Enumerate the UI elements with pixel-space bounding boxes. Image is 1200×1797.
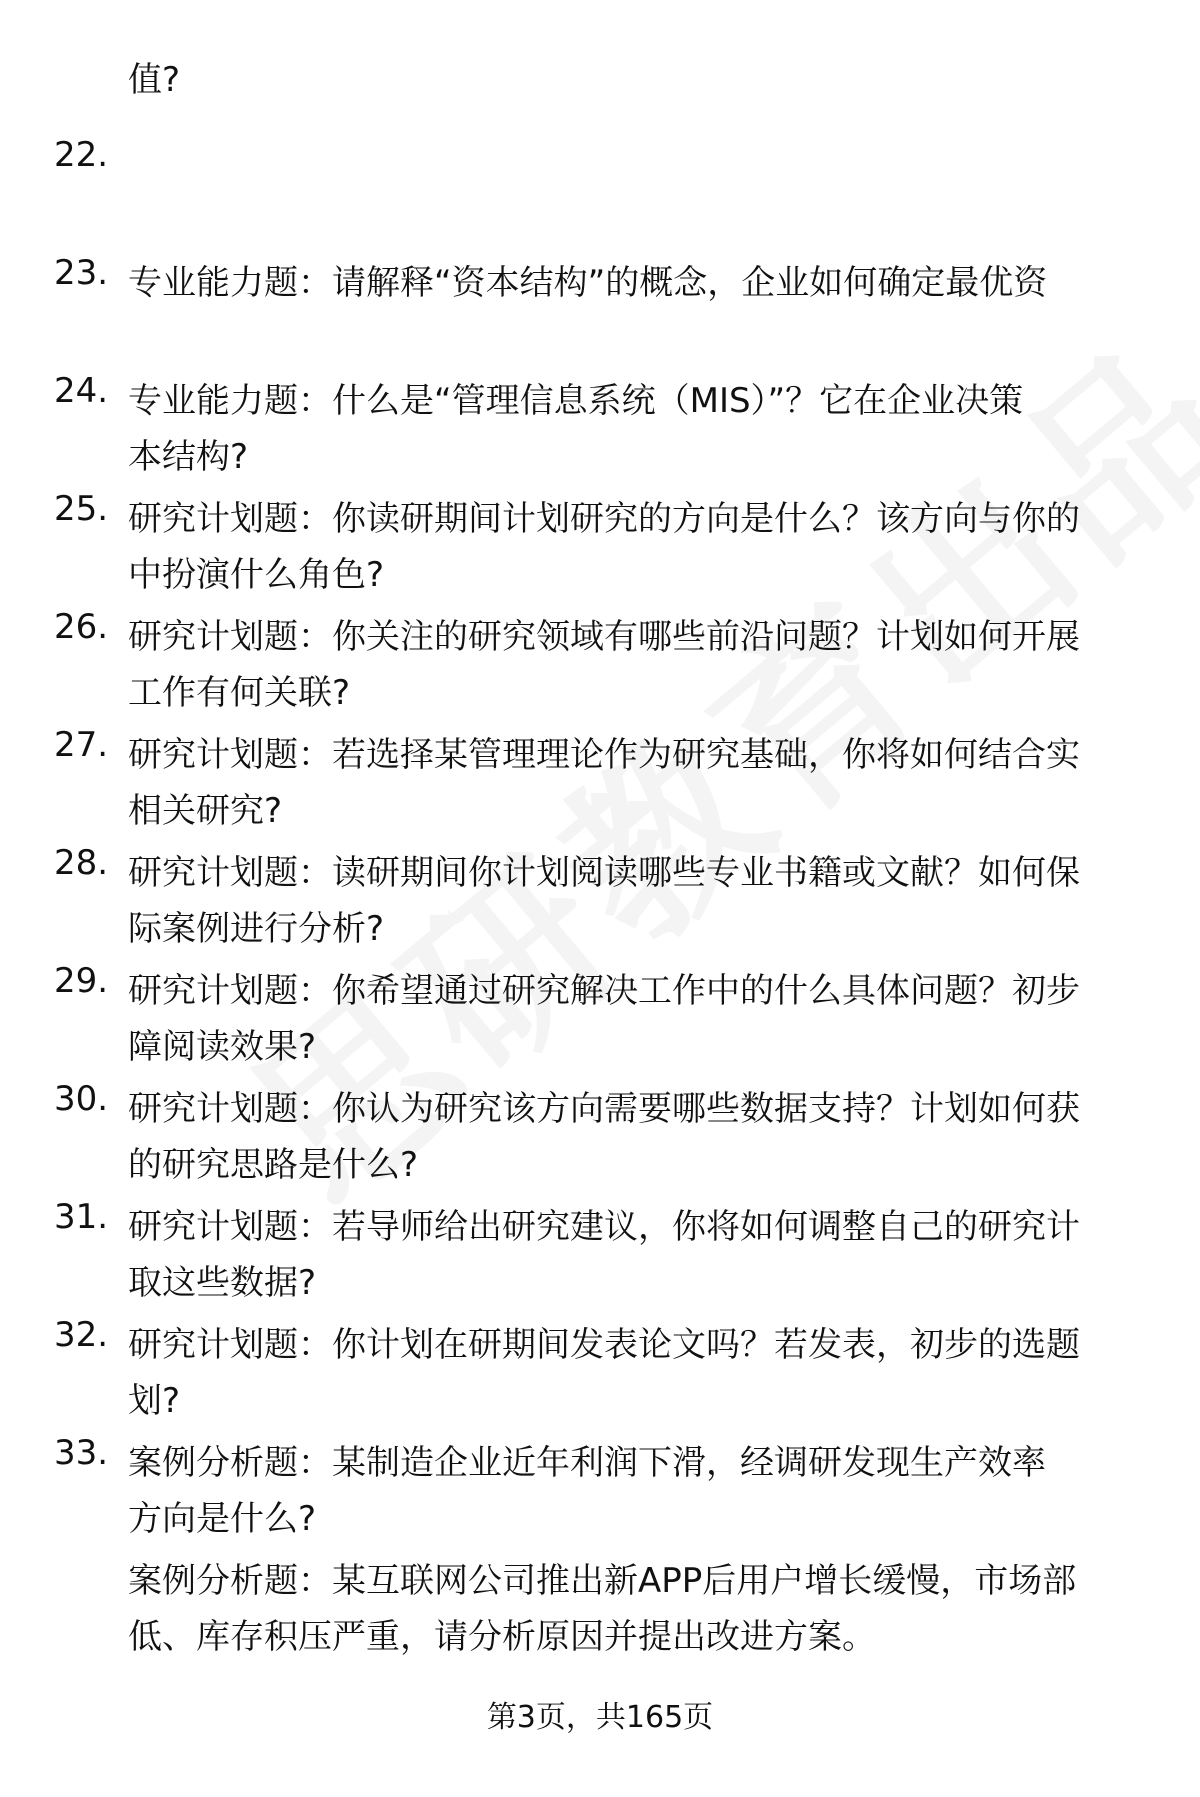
continuation-line: 值?	[128, 60, 181, 100]
question-line: 研究计划题：读研期间你计划阅读哪些专业书籍或文献？如何保	[128, 853, 1080, 893]
question-number: 33.	[54, 1433, 109, 1473]
question-line: 的研究思路是什么?	[128, 1145, 419, 1185]
question-number: 24.	[54, 371, 109, 411]
question-text	[128, 1421, 1138, 1741]
question-line: 中扮演什么角色?	[128, 555, 385, 595]
question-number: 23.	[54, 253, 109, 293]
question-line: 案例分析题：某互联网公司推出新APP后用户增长缓慢，市场部	[128, 1561, 1077, 1601]
question-line: 方向是什么?	[128, 1499, 317, 1539]
question-line: 本结构?	[128, 437, 249, 477]
question-line: 划?	[128, 1381, 181, 1421]
question-line: 障阅读效果?	[128, 1027, 317, 1067]
page-footer	[0, 1700, 1200, 1736]
question-line: 专业能力题：什么是“管理信息系统（MIS）”？它在企业决策	[128, 381, 1024, 421]
question-line: 际案例进行分析?	[128, 909, 385, 949]
question-number: 31.	[54, 1197, 109, 1237]
question-line: 低、库存积压严重，请分析原因并提出改进方案。	[128, 1617, 876, 1657]
question-line: 研究计划题：若选择某管理理论作为研究基础，你将如何结合实	[128, 735, 1080, 775]
question-line: 研究计划题：若导师给出研究建议，你将如何调整自己的研究计	[128, 1207, 1080, 1247]
question-line: 工作有何关联?	[128, 673, 351, 713]
page-number-label: 第3页，共165页	[486, 1700, 714, 1735]
question-line: 研究计划题：你希望通过研究解决工作中的什么具体问题？初步	[128, 971, 1080, 1011]
question-line: 专业能力题：请解释“资本结构”的概念，企业如何确定最优资	[128, 263, 1048, 303]
question-line: 取这些数据?	[128, 1263, 317, 1303]
question-line: 研究计划题：你关注的研究领域有哪些前沿问题？计划如何开展	[128, 617, 1080, 657]
question-line: 研究计划题：你计划在研期间发表论文吗？若发表，初步的选题	[128, 1325, 1080, 1365]
question-number: 27.	[54, 725, 109, 765]
question-line: 相关研究?	[128, 791, 283, 831]
question-line: 案例分析题：某制造企业近年利润下滑，经调研发现生产效率	[128, 1443, 1046, 1483]
question-number: 29.	[54, 961, 109, 1001]
question-number: 28.	[54, 843, 109, 883]
question-number: 25.	[54, 489, 109, 529]
question-number: 26.	[54, 607, 109, 647]
question-line: 研究计划题：你认为研究该方向需要哪些数据支持？计划如何获	[128, 1089, 1080, 1129]
question-number: 30.	[54, 1079, 109, 1119]
question-line: 研究计划题：你读研期间计划研究的方向是什么？该方向与你的	[128, 499, 1080, 539]
question-number: 32.	[54, 1315, 109, 1355]
question-number: 22.	[54, 135, 109, 175]
